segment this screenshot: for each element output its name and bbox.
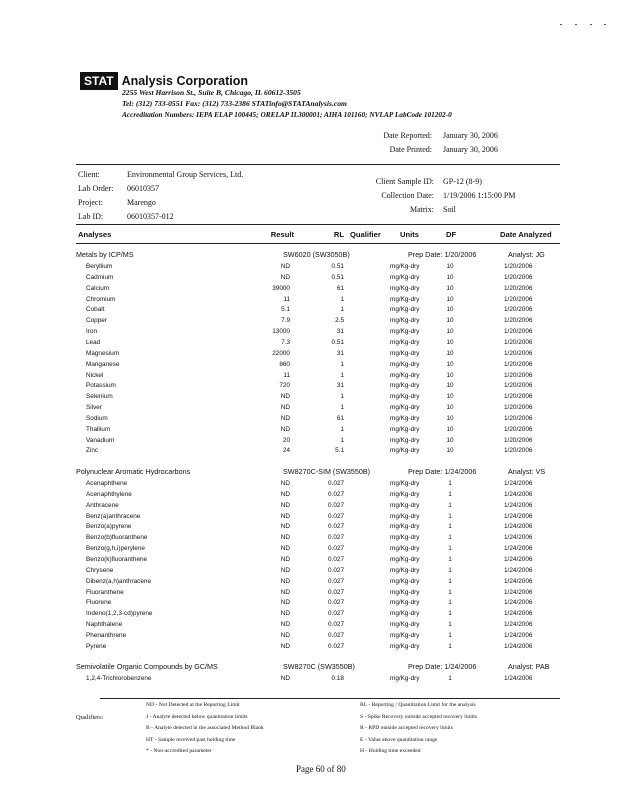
date-analyzed-cell: 1/20/2006 <box>504 295 533 303</box>
date-analyzed-cell: 1/24/2006 <box>504 555 533 563</box>
result-cell: ND <box>280 566 290 574</box>
df-cell: 1 <box>448 566 452 574</box>
units-cell: mg/Kg-dry <box>390 523 420 531</box>
df-cell: 1 <box>448 512 452 520</box>
col-date-analyzed: Date Analyzed <box>500 230 552 239</box>
units-cell: mg/Kg-dry <box>390 675 420 682</box>
accreditation-numbers: Accreditation Numbers: IEPA ELAP 100445; ORELAP IL300001; AIHA 101160; NVLAP LabCode 101202-0 <box>122 110 452 119</box>
rl-cell: 61 <box>336 414 344 422</box>
result-cell: ND <box>280 480 290 487</box>
col-result: Result <box>270 230 294 239</box>
units-cell: mg/Kg-dry <box>390 338 420 346</box>
date-analyzed-cell: 1/20/2006 <box>504 404 533 412</box>
client-label: Client: <box>78 170 100 179</box>
df-cell: 1 <box>448 523 452 531</box>
qualifier-note: E - Value above quantitation range <box>360 736 438 743</box>
rl-cell: 1 <box>340 425 344 433</box>
result-cell: ND <box>280 577 290 585</box>
date-analyzed-cell: 1/24/2006 <box>504 588 533 596</box>
section-name: Metals by ICP/MS <box>76 250 134 259</box>
analyte-cell: Chromium <box>86 295 116 303</box>
analyte-cell: Fluorene <box>86 599 112 607</box>
result-cell: ND <box>280 490 290 498</box>
company-contact: Tel: (312) 733-0551 Fax: (312) 733-2386 STATinfo@STATAnalysis.com <box>122 99 347 108</box>
analyte-cell: Benz(a)anthracene <box>86 512 141 520</box>
section-analyst: Analyst: JG <box>508 250 545 259</box>
divider <box>76 224 560 225</box>
col-rl: RL <box>333 230 344 239</box>
result-cell: ND <box>280 534 290 542</box>
qualifier-note: S - Spike Recovery outside accepted recovery limits <box>360 713 477 720</box>
lab-order-label: Lab Order: <box>78 184 114 193</box>
section-method: SW8270C-SIM (SW3550B) <box>283 467 371 476</box>
result-cell: 720 <box>279 382 290 390</box>
df-cell: 1 <box>448 610 452 618</box>
units-cell: mg/Kg-dry <box>390 534 420 542</box>
df-cell: 10 <box>446 273 454 281</box>
collection-date: 1/19/2006 1:15:00 PM <box>443 191 516 200</box>
units-cell: mg/Kg-dry <box>390 425 420 433</box>
client-sample-id: GP-12 (8-9) <box>443 177 482 186</box>
analyte-cell: Cadmium <box>86 273 114 281</box>
units-cell: mg/Kg-dry <box>390 599 420 607</box>
analyte-cell: Cobalt <box>86 306 105 314</box>
section-prep-date: Prep Date: 1/24/2006 <box>408 467 477 476</box>
date-analyzed-cell: 1/20/2006 <box>504 349 533 357</box>
date-analyzed-cell: 1/24/2006 <box>504 501 533 509</box>
df-cell: 10 <box>446 306 454 314</box>
units-cell: mg/Kg-dry <box>390 621 420 629</box>
section-method: SW6020 (SW3050B) <box>283 250 350 259</box>
units-cell: mg/Kg-dry <box>390 566 420 574</box>
analyte-cell: Zinc <box>86 447 99 455</box>
date-analyzed-cell: 1/24/2006 <box>504 490 533 498</box>
result-cell: ND <box>280 512 290 520</box>
result-cell: 22000 <box>272 349 290 357</box>
units-cell: mg/Kg-dry <box>390 349 420 357</box>
section-prep-date: Prep Date: 1/24/2006 <box>408 662 477 671</box>
rl-cell: 5.1 <box>335 447 344 455</box>
df-cell: 10 <box>446 284 454 292</box>
df-cell: 10 <box>446 414 454 422</box>
rl-cell: 0.027 <box>328 588 344 596</box>
result-cell: 860 <box>279 360 290 368</box>
result-cell: ND <box>280 621 290 629</box>
units-cell: mg/Kg-dry <box>390 306 420 314</box>
df-cell: 10 <box>446 349 454 357</box>
units-cell: mg/Kg-dry <box>390 480 420 487</box>
result-cell: 24 <box>282 447 290 455</box>
df-cell: 10 <box>446 404 454 412</box>
col-df: DF <box>446 230 457 239</box>
analyte-cell: Silver <box>86 404 102 412</box>
date-analyzed-cell: 1/24/2006 <box>504 534 533 542</box>
date-analyzed-cell: 1/20/2006 <box>504 338 533 346</box>
units-cell: mg/Kg-dry <box>390 501 420 509</box>
date-analyzed-cell: 1/24/2006 <box>504 631 533 639</box>
analyte-cell: Pyrene <box>86 642 107 650</box>
divider <box>100 698 560 699</box>
rl-cell: 0.027 <box>328 599 344 607</box>
df-cell: 10 <box>446 328 454 336</box>
qualifier-note: RL - Reporting / Quantitation Limit for the analysis <box>360 702 476 708</box>
date-printed-label: Date Printed: <box>389 145 432 154</box>
analyte-cell: Indeno(1,2,3-cd)pyrene <box>86 610 153 618</box>
rl-cell: 31 <box>336 328 344 336</box>
analyte-cell: 1,2,4-Trichlorobenzene <box>86 675 152 682</box>
date-analyzed-cell: 1/20/2006 <box>504 414 533 422</box>
analyte-cell: Chrysene <box>86 566 114 574</box>
units-cell: mg/Kg-dry <box>390 577 420 585</box>
result-cell: ND <box>280 588 290 596</box>
date-analyzed-cell: 1/20/2006 <box>504 284 533 292</box>
date-analyzed-cell: 1/20/2006 <box>504 263 533 270</box>
df-cell: 1 <box>448 577 452 585</box>
df-cell: 1 <box>448 588 452 596</box>
df-cell: 10 <box>446 436 454 444</box>
analyte-cell: Potassium <box>86 382 116 390</box>
date-analyzed-cell: 1/24/2006 <box>504 599 533 607</box>
analyte-cell: Acenaphthylene <box>86 490 132 498</box>
analyte-cell: Benzo(k)fluoranthene <box>86 555 148 563</box>
rl-cell: 31 <box>336 349 344 357</box>
analyte-cell: Fluoranthene <box>86 588 124 596</box>
rl-cell: 1 <box>340 404 344 412</box>
units-cell: mg/Kg-dry <box>390 263 420 270</box>
result-cell: 7.3 <box>281 338 290 346</box>
result-cell: ND <box>280 501 290 509</box>
analyte-cell: Dibenz(a,h)anthracene <box>86 577 152 585</box>
date-analyzed-cell: 1/24/2006 <box>504 523 533 531</box>
df-cell: 1 <box>448 501 452 509</box>
client-name: Environmental Group Services, Ltd. <box>127 170 244 179</box>
result-cell: ND <box>280 545 290 553</box>
result-cell: ND <box>280 393 290 401</box>
result-cell: ND <box>280 404 290 412</box>
date-analyzed-cell: 1/20/2006 <box>504 360 533 368</box>
result-cell: ND <box>280 599 290 607</box>
analyte-cell: Benzo(g,h,i)perylene <box>86 545 145 553</box>
rl-cell: 31 <box>336 382 344 390</box>
date-analyzed-cell: 1/24/2006 <box>504 610 533 618</box>
qualifier-note: B - Analyte detected in the associated Method Blank <box>146 725 264 731</box>
rl-cell: 1 <box>340 306 344 314</box>
units-cell: mg/Kg-dry <box>390 490 420 498</box>
units-cell: mg/Kg-dry <box>390 371 420 379</box>
date-analyzed-cell: 1/24/2006 <box>504 621 533 629</box>
date-analyzed-cell: 1/20/2006 <box>504 425 533 433</box>
date-analyzed-cell: 1/20/2006 <box>504 436 533 444</box>
date-analyzed-cell: 1/20/2006 <box>504 447 533 455</box>
rl-cell: 0.027 <box>328 631 344 639</box>
section-name: Polynuclear Aromatic Hydrocarbons <box>76 467 191 476</box>
units-cell: mg/Kg-dry <box>390 545 420 553</box>
section-prep-date: Prep Date: 1/20/2006 <box>408 250 477 259</box>
units-cell: mg/Kg-dry <box>390 328 420 336</box>
units-cell: mg/Kg-dry <box>390 588 420 596</box>
qualifier-note: R - RPD outside accepted recovery limits <box>360 725 453 731</box>
units-cell: mg/Kg-dry <box>390 382 420 390</box>
analyte-cell: Magnesium <box>86 349 120 357</box>
section-analyst: Analyst: PAB <box>508 662 550 671</box>
section-method: SW8270C (SW3550B) <box>283 662 355 671</box>
date-analyzed-cell: 1/20/2006 <box>504 328 533 336</box>
rl-cell: 61 <box>336 284 344 292</box>
qualifiers-label: Qualifiers: <box>76 714 104 721</box>
analyte-cell: Calcium <box>86 284 110 292</box>
date-analyzed-cell: 1/20/2006 <box>504 306 533 314</box>
units-cell: mg/Kg-dry <box>390 284 420 292</box>
units-cell: mg/Kg-dry <box>390 610 420 618</box>
analyte-cell: Lead <box>86 338 101 346</box>
rl-cell: 1 <box>340 393 344 401</box>
rl-cell: 0.51 <box>331 338 344 346</box>
df-cell: 10 <box>446 360 454 368</box>
df-cell: 10 <box>446 371 454 379</box>
collection-date-label: Collection Date: <box>381 191 434 200</box>
analyte-cell: Nickel <box>86 371 104 379</box>
result-cell: ND <box>280 263 290 270</box>
date-printed: January 30, 2006 <box>443 145 498 154</box>
units-cell: mg/Kg-dry <box>390 295 420 303</box>
qualifier-note: ND - Not Detected at the Reporting Limit <box>146 702 240 708</box>
analyte-cell: Acenaphthene <box>86 480 128 487</box>
result-cell: ND <box>280 523 290 531</box>
result-cell: 13000 <box>272 328 290 336</box>
units-cell: mg/Kg-dry <box>390 642 420 650</box>
date-analyzed-cell: 1/20/2006 <box>504 393 533 401</box>
result-cell: ND <box>280 610 290 618</box>
result-cell: 11 <box>283 295 290 303</box>
result-cell: ND <box>280 555 290 563</box>
analyte-cell: Vanadium <box>86 436 115 444</box>
analyte-cell: Manganese <box>86 360 120 368</box>
rl-cell: 0.027 <box>328 621 344 629</box>
analyte-cell: Phenanthrene <box>86 631 127 639</box>
rl-cell: 0.027 <box>328 577 344 585</box>
company-logo: STAT <box>80 72 118 90</box>
rl-cell: 0.027 <box>328 490 344 498</box>
units-cell: mg/Kg-dry <box>390 414 420 422</box>
units-cell: mg/Kg-dry <box>390 512 420 520</box>
units-cell: mg/Kg-dry <box>390 273 420 281</box>
rl-cell: 0.027 <box>328 523 344 531</box>
date-analyzed-cell: 1/20/2006 <box>504 371 533 379</box>
date-analyzed-cell: 1/24/2006 <box>504 512 533 520</box>
rl-cell: 0.027 <box>328 501 344 509</box>
date-analyzed-cell: 1/24/2006 <box>504 566 533 574</box>
result-cell: ND <box>280 414 290 422</box>
df-cell: 10 <box>446 447 454 455</box>
rl-cell: 2.5 <box>335 317 344 325</box>
analyte-cell: Anthracene <box>86 501 119 509</box>
units-cell: mg/Kg-dry <box>390 360 420 368</box>
rl-cell: 1 <box>340 371 344 379</box>
lab-order: 06010357 <box>127 184 159 193</box>
df-cell: 1 <box>448 621 452 629</box>
df-cell: 1 <box>448 490 452 498</box>
lab-id: 06010357-012 <box>127 212 174 221</box>
scan-speck <box>575 24 577 25</box>
date-reported: January 30, 2006 <box>443 131 498 140</box>
qualifier-note: HT - Sample received past holding time <box>146 736 236 743</box>
df-cell: 10 <box>446 295 454 303</box>
result-cell: 39000 <box>272 284 290 292</box>
rl-cell: 0.027 <box>328 642 344 650</box>
date-analyzed-cell: 1/24/2006 <box>504 577 533 585</box>
df-cell: 10 <box>446 425 454 433</box>
date-analyzed-cell: 1/24/2006 <box>504 642 533 650</box>
rl-cell: 1 <box>340 360 344 368</box>
analyte-cell: Beryllium <box>86 263 113 270</box>
date-analyzed-cell: 1/20/2006 <box>504 317 533 325</box>
result-cell: ND <box>280 675 290 682</box>
rl-cell: 1 <box>340 436 344 444</box>
analyte-cell: Benzo(b)fluoranthene <box>86 534 148 542</box>
df-cell: 1 <box>448 534 452 542</box>
df-cell: 1 <box>448 675 452 682</box>
df-cell: 10 <box>446 338 454 346</box>
matrix: Soil <box>443 205 456 214</box>
rl-cell: 0.51 <box>331 273 344 281</box>
matrix-label: Matrix: <box>410 205 434 214</box>
result-cell: 5.1 <box>281 306 290 314</box>
scan-speck <box>604 24 606 25</box>
project-label: Project: <box>78 198 103 207</box>
rl-cell: 0.027 <box>328 555 344 563</box>
date-analyzed-cell: 1/20/2006 <box>504 382 533 390</box>
df-cell: 10 <box>446 393 454 401</box>
qualifier-note: J - Analyte detected below quantitation limits <box>146 713 248 720</box>
rl-cell: 0.027 <box>328 480 344 487</box>
df-cell: 1 <box>448 631 452 639</box>
result-cell: ND <box>280 273 290 281</box>
rl-cell: 0.027 <box>328 534 344 542</box>
result-cell: ND <box>280 631 290 639</box>
units-cell: mg/Kg-dry <box>390 447 420 455</box>
date-analyzed-cell: 1/20/2006 <box>504 273 533 281</box>
result-cell: ND <box>280 642 290 650</box>
units-cell: mg/Kg-dry <box>390 393 420 401</box>
df-cell: 10 <box>446 263 454 270</box>
df-cell: 1 <box>448 642 452 650</box>
analyte-cell: Sodium <box>86 414 108 422</box>
rl-cell: 0.027 <box>328 512 344 520</box>
rl-cell: 0.027 <box>328 545 344 553</box>
units-cell: mg/Kg-dry <box>390 404 420 412</box>
df-cell: 10 <box>446 317 454 325</box>
result-cell: 11 <box>283 371 290 379</box>
analyte-cell: Benzo(a)pyrene <box>86 523 132 531</box>
date-reported-label: Date Reported: <box>383 131 432 140</box>
scan-speck <box>560 24 562 25</box>
qualifier-note: * - Non-accredited parameter <box>146 748 212 754</box>
analyte-cell: Selenium <box>86 393 113 401</box>
col-qualifier: Qualifier <box>350 230 381 239</box>
units-cell: mg/Kg-dry <box>390 317 420 325</box>
df-cell: 1 <box>448 480 452 487</box>
df-cell: 1 <box>448 599 452 607</box>
date-analyzed-cell: 1/24/2006 <box>504 545 533 553</box>
units-cell: mg/Kg-dry <box>390 555 420 563</box>
company-name: Analysis Corporation <box>121 74 248 88</box>
lab-id-label: Lab ID: <box>78 212 104 221</box>
col-units: Units <box>400 230 419 239</box>
qualifier-note: H - Holding time exceeded <box>360 748 421 754</box>
project: Marengo <box>127 198 156 207</box>
scan-speck <box>590 24 592 25</box>
df-cell: 10 <box>446 382 454 390</box>
divider <box>76 243 560 244</box>
date-analyzed-cell: 1/24/2006 <box>504 480 533 487</box>
analyte-cell: Thallium <box>86 425 111 433</box>
result-cell: 20 <box>282 436 290 444</box>
analyte-cell: Iron <box>86 328 98 336</box>
rl-cell: 0.18 <box>331 675 344 682</box>
units-cell: mg/Kg-dry <box>390 631 420 639</box>
page-number: Page 60 of 80 <box>296 764 346 774</box>
result-cell: 7.9 <box>281 317 290 325</box>
divider <box>76 164 560 165</box>
client-sample-id-label: Client Sample ID: <box>375 177 434 186</box>
analyte-cell: Copper <box>86 317 107 325</box>
rl-cell: 0.027 <box>328 610 344 618</box>
analyte-cell: Naphthalene <box>86 621 123 629</box>
company-address: 2255 West Harrison St., Suite B, Chicago, IL 60612-3505 <box>122 88 301 97</box>
date-analyzed-cell: 1/24/2006 <box>504 675 533 682</box>
rl-cell: 0.027 <box>328 566 344 574</box>
rl-cell: 0.51 <box>331 263 344 270</box>
section-name: Semivolatile Organic Compounds by GC/MS <box>76 662 218 671</box>
units-cell: mg/Kg-dry <box>390 436 420 444</box>
section-analyst: Analyst: VS <box>508 467 546 476</box>
df-cell: 1 <box>448 545 452 553</box>
rl-cell: 1 <box>340 295 344 303</box>
col-analyses: Analyses <box>78 230 112 239</box>
result-cell: ND <box>280 425 290 433</box>
df-cell: 1 <box>448 555 452 563</box>
